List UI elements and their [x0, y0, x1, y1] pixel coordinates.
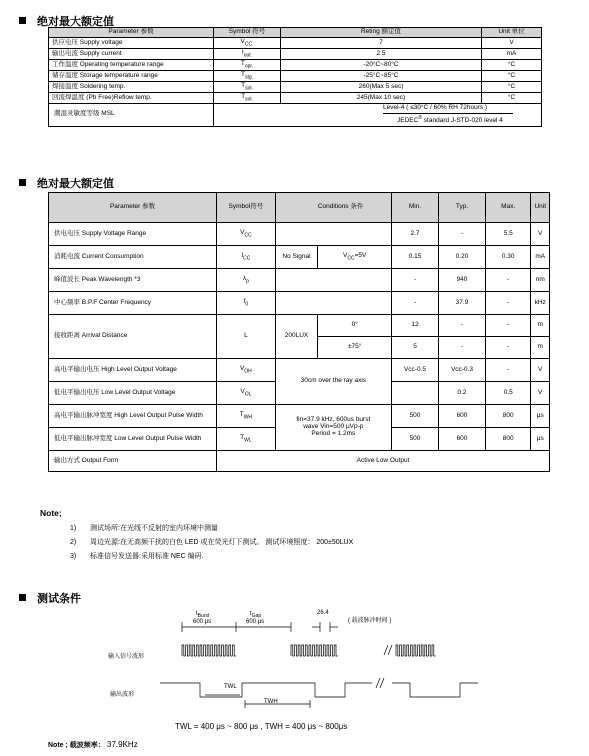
unit-cell: kHz — [531, 292, 550, 315]
value-cell: -20°C~80°C — [281, 60, 482, 71]
condition-cell: 30cm over the ray axis — [275, 359, 391, 405]
max-cell: - — [486, 337, 531, 359]
table-row — [49, 93, 542, 104]
bullet-icon — [19, 594, 26, 601]
header-typ: Typ. — [439, 193, 486, 223]
carrier-burst — [182, 645, 236, 656]
unit-cell: °C — [482, 60, 542, 71]
carrier-period-value: 26.4 — [317, 610, 329, 616]
section3-title: 测试条件 — [37, 593, 81, 605]
carrier-period-note: ( 载波脉冲时间 ) — [348, 618, 392, 624]
min-cell: 5 — [392, 337, 439, 359]
max-cell: 800 — [486, 428, 531, 451]
section2-heading — [19, 175, 114, 191]
table-row — [49, 60, 542, 71]
value-cell: 260(Max 5 sec) — [281, 82, 482, 93]
param-cell: 焊接温度 Soldering temp. — [49, 82, 214, 93]
min-cell: 2.7 — [392, 223, 439, 246]
table-row — [49, 292, 550, 315]
min-cell: - — [392, 292, 439, 315]
typ-cell: 600 — [439, 405, 486, 428]
min-cell: 12 — [392, 315, 439, 337]
typ-cell: 37.9 — [439, 292, 486, 315]
param-cell: 储存温度 Storage temperature range — [49, 71, 214, 82]
carrier-burst — [291, 645, 338, 656]
table-row — [49, 49, 542, 60]
table-row — [49, 451, 550, 472]
msl-line1: Level-4 ( ≤30°C / 60% RH 72hours ) — [383, 105, 513, 114]
unit-cell: m — [531, 337, 550, 359]
param-cell: 潮湿灵敏度等级 MSL — [49, 104, 214, 127]
unit-cell: V — [531, 382, 550, 405]
max-cell: 800 — [486, 405, 531, 428]
unit-cell: μs — [531, 428, 550, 451]
section2-title: 绝对最大额定值 — [37, 178, 114, 190]
param-cell: 中心频率 B.P.F Center Frequency — [49, 292, 217, 315]
twh-label: TWH — [264, 699, 278, 705]
min-cell: Vcc-0.5 — [392, 359, 439, 382]
max-cell: 0.5 — [486, 382, 531, 405]
symbol-cell: $V_{OL}$ — [217, 382, 276, 405]
typ-cell: 600 — [439, 428, 486, 451]
notes — [40, 508, 354, 560]
header-symbol: Symbol符号 — [217, 193, 276, 223]
unit-cell: V — [531, 359, 550, 382]
note-item: 1) 测试场所:在光线不反射的室内环境中测量 — [70, 525, 218, 532]
typ-cell: Vcc-0.3 — [439, 359, 486, 382]
typ-cell: - — [439, 315, 486, 337]
param-cell: 低电平输出脉冲宽度 Low Level Output Pulse Width — [49, 428, 217, 451]
tgap-value: 600 μs — [246, 619, 265, 625]
table-row — [49, 359, 550, 382]
header-rating: Reting 额定值 — [281, 28, 482, 38]
note-item: 3) 标准信号发送器:采用标准 NEC 编码. — [70, 553, 204, 560]
section3-heading — [19, 590, 81, 606]
twl-label: TWL — [224, 684, 237, 690]
tburst-label: $t_{Burst}$ — [196, 611, 210, 620]
condition-cell — [275, 292, 391, 315]
tburst-value: 600 μs — [193, 619, 212, 625]
value-cell: 2.5 — [281, 49, 482, 60]
symbol-cell: $V_{OH}$ — [217, 359, 276, 382]
symbol-cell: $f_0$ — [217, 292, 276, 315]
param-cell: 供电电压 Supply Voltage Range — [49, 223, 217, 246]
param-cell: 输出电流 Supply current — [49, 49, 214, 60]
absolute-max-table — [48, 27, 542, 127]
value-cell: 7 — [281, 38, 482, 49]
msl-line2: JEDEC® standard J-STD-020 level 4 — [397, 114, 503, 124]
table-row — [49, 315, 550, 337]
typ-cell: - — [439, 223, 486, 246]
section1-title: 绝对最大额定值 — [37, 16, 114, 28]
unit-cell: m — [531, 315, 550, 337]
msl-value-cell — [214, 104, 542, 127]
min-cell: 500 — [392, 405, 439, 428]
condition-cell — [275, 223, 391, 246]
header-min: Min. — [392, 193, 439, 223]
typ-cell: 0.20 — [439, 246, 486, 269]
table-row — [49, 71, 542, 82]
min-cell — [392, 382, 439, 405]
param-cell: 高电平输出电压 High Level Output Voltage — [49, 359, 217, 382]
min-cell: 0.15 — [392, 246, 439, 269]
carrier-frequency-note: Note ; 载波频率： 37.9KHz — [48, 740, 138, 749]
table-row — [49, 38, 542, 49]
param-cell: 工作温度 Operating temperature range — [49, 60, 214, 71]
typ-cell: 0.2 — [439, 382, 486, 405]
symbol-cell: $T_{WH}$ — [217, 405, 276, 428]
symbol-cell: $I_{CC}$ — [217, 246, 276, 269]
symbol-cell: $I_{out.}$ — [214, 49, 281, 60]
symbol-cell: $T_{opr.}$ — [214, 60, 281, 71]
header-parameter: Parameter 参数 — [49, 193, 217, 223]
bullet-icon — [19, 179, 26, 186]
unit-cell: °C — [482, 93, 542, 104]
max-cell: - — [486, 269, 531, 292]
note-item: 2) 周边光源:在无高频干扰的白色 LED 或在荧光灯下测试。 测试环境照度： 200±50LUX — [70, 539, 354, 546]
symbol-cell: $T_{sol.}$ — [214, 93, 281, 104]
param-cell: 接收距离 Arrival Distance — [49, 315, 217, 359]
electrical-characteristics-table — [48, 192, 550, 472]
input-waveform-label: 输入信号波形 — [108, 654, 145, 660]
condition-cell: 200LUX — [275, 315, 318, 359]
typ-cell: 940 — [439, 269, 486, 292]
max-cell: - — [486, 292, 531, 315]
bullet-icon — [19, 17, 26, 24]
tgap-label: $t_{Gap}$ — [250, 611, 262, 620]
param-cell: 低电平输出电压 Low Level Output Voltage — [49, 382, 217, 405]
value-cell: -25°C~85°C — [281, 71, 482, 82]
symbol-cell: L — [217, 315, 276, 359]
header-conditions-left — [275, 193, 318, 223]
angle-cell: ±75° — [318, 337, 392, 359]
table-row — [49, 269, 550, 292]
condition-cell: $V_{CC}=5V$ — [318, 246, 392, 269]
header-unit: Unit 单位 — [482, 28, 542, 38]
header-symbol: Symbol 符号 — [214, 28, 281, 38]
condition-cell — [275, 269, 391, 292]
angle-cell: 0° — [318, 315, 392, 337]
unit-cell: V — [531, 223, 550, 246]
unit-cell: °C — [482, 71, 542, 82]
typ-cell: - — [439, 337, 486, 359]
param-cell: 消耗电流 Current Consumption — [49, 246, 217, 269]
max-cell: 5.5 — [486, 223, 531, 246]
param-cell: 回流焊温度 (Pb Free)Reflow temp. — [49, 93, 214, 104]
header-max: Max. — [486, 193, 531, 223]
condition-cell: fin=37.9 kHz, 600us burst wave Vin=500 μVp-p Period = 1.2ms — [275, 405, 391, 451]
max-cell: - — [486, 315, 531, 337]
symbol-cell: $T_{WL}$ — [217, 428, 276, 451]
header-unit: Unit — [531, 193, 550, 223]
header-conditions: Conditions 条件 — [318, 193, 392, 223]
table-row-msl — [49, 104, 542, 127]
table-row — [49, 223, 550, 246]
condition-cell: No Signal — [275, 246, 318, 269]
output-waveform-label: 输出波形 — [110, 692, 135, 698]
param-cell: 高电平输出脉冲宽度 High Level Output Pulse Width — [49, 405, 217, 428]
unit-cell: mA — [482, 49, 542, 60]
symbol-cell: $T_{sol.}$ — [214, 82, 281, 93]
param-cell: 输出方式 Output Form — [49, 451, 217, 472]
max-cell: - — [486, 359, 531, 382]
symbol-cell: $V_{CC}$ — [217, 223, 276, 246]
param-cell: 峰值波长 Peak Wavelength *3 — [49, 269, 217, 292]
table-row — [49, 82, 542, 93]
table-row — [49, 405, 550, 428]
pulse-width-formula: TWL = 400 μs ~ 800 μs , TWH = 400 μs ~ 800μs — [175, 722, 348, 731]
carrier-burst — [396, 645, 436, 656]
value-cell: 245(Max 10 sec) — [281, 93, 482, 104]
symbol-cell: $\lambda_p$ — [217, 269, 276, 292]
min-cell: 500 — [392, 428, 439, 451]
unit-cell: V — [482, 38, 542, 49]
min-cell: - — [392, 269, 439, 292]
symbol-cell: $T_{stg.}$ — [214, 71, 281, 82]
unit-cell: °C — [482, 82, 542, 93]
unit-cell: nm — [531, 269, 550, 292]
header-parameter: Parameter 参数 — [49, 28, 214, 38]
unit-cell: μs — [531, 405, 550, 428]
output-form-cell: Active Low Output — [217, 451, 550, 472]
symbol-cell: $V_{CC.}$ — [214, 38, 281, 49]
table-row — [49, 246, 550, 269]
max-cell: 0.30 — [486, 246, 531, 269]
param-cell: 供应电压 Supply voltage — [49, 38, 214, 49]
notes-title: Note; — [40, 508, 62, 518]
unit-cell: mA — [531, 246, 550, 269]
